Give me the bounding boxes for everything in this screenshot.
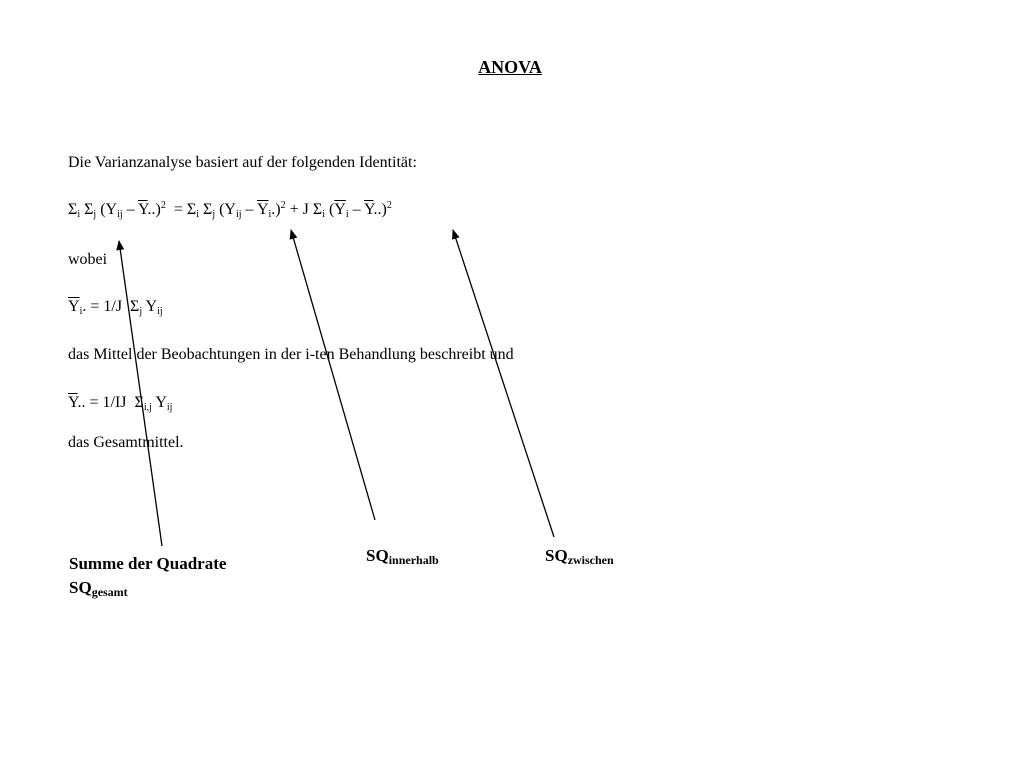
grand-mean-description: das Gesamtmittel. <box>68 434 184 451</box>
group-mean-description: das Mittel der Beobachtungen in der i-ten Behandlung beschreibt und <box>68 346 514 363</box>
wobei-text: wobei <box>68 251 108 268</box>
group-mean-definition: $\overline{Y}_i$. = 1/J $\Sigma_j$ $Y_{ij}$ <box>68 298 163 317</box>
grand-mean-definition: $\overline{Y}$.. = 1/IJ $\Sigma_{i,j}$ $Y_{ij}$ <box>68 394 173 413</box>
label-sq-within: $SQ_{innerhalb}$ <box>366 546 439 567</box>
arrow-total <box>119 241 162 546</box>
label-total-line1: Summe der Quadrate <box>69 554 227 573</box>
lhs-sums: $\Sigma_i$ $\Sigma_j$ <box>68 201 97 220</box>
anova-identity-formula: $\Sigma_i$ $\Sigma_j$ $(Y_{ij} - \overline{Y}..)^2 = \Sigma_i$ $\Sigma_j$ $(Y_{ij} - \overline{Y}_i.)^2 + J$ $\Sigma_i$ $(\overline{Y}_i - \overline{Y}..)^2$ <box>68 200 392 220</box>
label-sq-total: $SQ_{gesamt}$ <box>69 578 128 599</box>
slide-title: ANOVA <box>478 57 542 77</box>
arrow-between <box>453 230 554 537</box>
label-sq-between: $SQ_{zwischen}$ <box>545 546 614 567</box>
arrow-within <box>291 230 375 520</box>
intro-text: Die Varianzanalyse basiert auf der folgenden Identität: <box>68 154 417 171</box>
